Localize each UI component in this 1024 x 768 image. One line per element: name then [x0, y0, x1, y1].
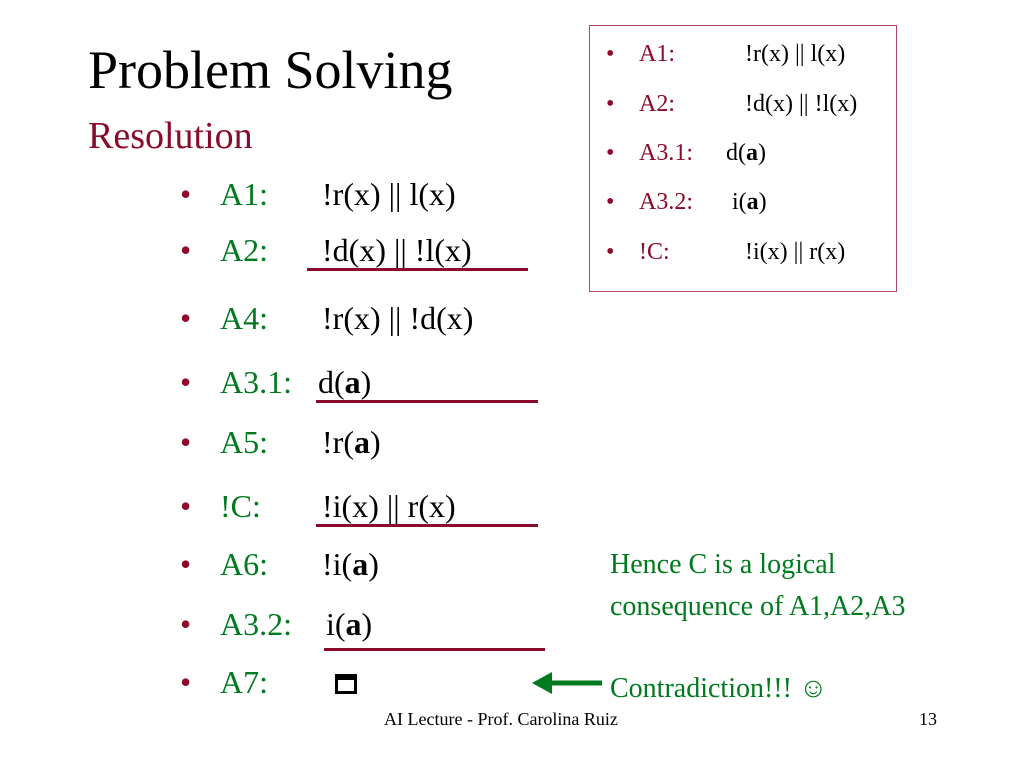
- clause-value: !d(x) || !l(x): [322, 232, 472, 268]
- bullet: •: [180, 664, 192, 700]
- left-arrow-icon: [532, 670, 602, 696]
- clause-label: A1:: [639, 41, 675, 67]
- clause-label: A2:: [639, 91, 675, 117]
- bullet: •: [180, 488, 192, 524]
- clause-value: !i(x) || r(x): [322, 488, 456, 524]
- bullet: •: [180, 176, 192, 212]
- clause-value: !r(x) || l(x): [745, 41, 846, 67]
- resolution-underline: [307, 268, 528, 271]
- conclusion-line-1: Hence C is a logical: [610, 549, 836, 580]
- bullet: •: [606, 140, 615, 166]
- clause-label: A5:: [220, 424, 268, 460]
- clause-label: A7:: [220, 664, 268, 700]
- clause-value: !i(x) || r(x): [745, 239, 846, 265]
- bullet: •: [606, 91, 615, 117]
- resolution-underline: [316, 524, 538, 527]
- bullet: •: [180, 546, 192, 582]
- footer-text: AI Lecture - Prof. Carolina Ruiz: [384, 709, 618, 729]
- clause-label: A3.1:: [220, 364, 292, 400]
- conclusion-line-2: consequence of A1,A2,A3: [610, 591, 906, 622]
- bullet: •: [180, 606, 192, 642]
- clause-label: A2:: [220, 232, 268, 268]
- clause-label: A4:: [220, 300, 268, 336]
- clause-value: d(a): [318, 364, 372, 400]
- bullet: •: [180, 300, 192, 336]
- bullet: •: [606, 239, 615, 265]
- clause-value: d(a): [726, 140, 766, 166]
- clause-label: A3.1:: [639, 140, 693, 166]
- slide-subtitle: Resolution: [88, 115, 253, 157]
- bullet: •: [180, 364, 192, 400]
- clause-value: i(a): [326, 606, 373, 642]
- clause-value: !r(a): [322, 424, 381, 460]
- clause-value: !d(x) || !l(x): [745, 91, 858, 117]
- clause-label: A6:: [220, 546, 268, 582]
- bullet: •: [180, 232, 192, 268]
- clause-label: !C:: [220, 488, 261, 524]
- resolution-underline: [316, 400, 538, 403]
- clause-value: i(a): [732, 189, 767, 215]
- bullet: •: [180, 424, 192, 460]
- clause-label: A3.2:: [639, 189, 693, 215]
- empty-clause-icon: [335, 674, 357, 694]
- clause-label: A1:: [220, 176, 268, 212]
- clause-label: A3.2:: [220, 606, 292, 642]
- resolution-underline: [324, 648, 545, 651]
- page-number: 13: [919, 709, 937, 729]
- clause-value: !i(a): [322, 546, 379, 582]
- clause-value: !r(x) || !d(x): [322, 300, 474, 336]
- clause-value: !r(x) || l(x): [322, 176, 456, 212]
- contradiction-text: Contradiction!!! ☺: [610, 673, 828, 704]
- slide-title: Problem Solving: [88, 40, 453, 100]
- axioms-box: [589, 25, 897, 292]
- bullet: •: [606, 41, 615, 67]
- clause-label: !C:: [639, 239, 670, 265]
- bullet: •: [606, 189, 615, 215]
